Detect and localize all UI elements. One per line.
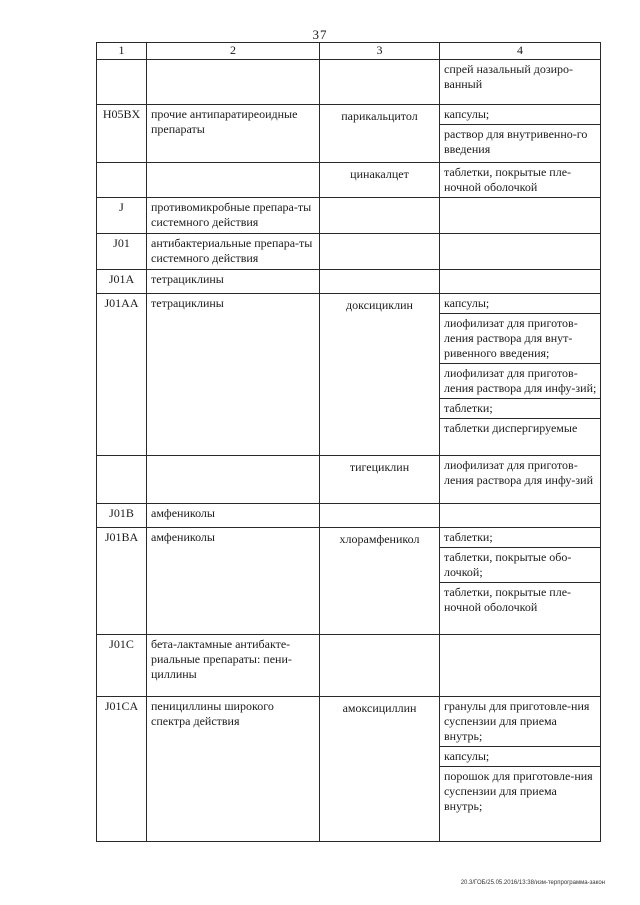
atc-code-cell: J01AA xyxy=(97,294,147,456)
dosage-form: таблетки, покрытые обо-лочкой; xyxy=(440,547,600,582)
drug-group-cell: тетрациклины xyxy=(147,270,320,294)
dosage-forms-cell xyxy=(440,234,601,270)
page-number: 37 xyxy=(312,27,328,42)
substance-cell: парикальцитол xyxy=(320,105,440,163)
substance-cell xyxy=(320,198,440,234)
header-col-3: 3 xyxy=(320,43,440,60)
dosage-form: таблетки диспергируемые xyxy=(440,418,600,438)
dosage-form: порошок для приготовле-ния суспензии для приема внутрь; xyxy=(440,766,600,816)
atc-code-cell xyxy=(97,163,147,198)
substance-cell: хлорамфеникол xyxy=(320,528,440,635)
atc-code-cell: J01A xyxy=(97,270,147,294)
drug-group-cell xyxy=(147,163,320,198)
atc-code-cell: J01B xyxy=(97,504,147,528)
dosage-form: лиофилизат для приготов-ления раствора для внут-ривенного введения; xyxy=(440,313,600,363)
table-header-row xyxy=(97,43,601,60)
table-row xyxy=(97,528,601,635)
dosage-forms-cell xyxy=(440,456,601,504)
substance-cell xyxy=(320,504,440,528)
dosage-form: таблетки; xyxy=(444,530,493,544)
atc-code-cell: J01 xyxy=(97,234,147,270)
dosage-form: капсулы; xyxy=(440,746,600,766)
dosage-form: раствор для внутривенно-го введения xyxy=(440,124,600,159)
header-col-2: 2 xyxy=(147,43,320,60)
atc-code-cell xyxy=(97,456,147,504)
table-row xyxy=(97,105,601,163)
table-row xyxy=(97,456,601,504)
dosage-forms-cell xyxy=(440,105,601,163)
dosage-form: спрей назальный дозиро-ванный xyxy=(444,62,574,91)
dosage-form: гранулы для приготовле-ния суспензии для приема внутрь; xyxy=(444,699,590,743)
drug-group-cell: противомикробные препара-ты системного действия xyxy=(147,198,320,234)
drug-group-cell: антибактериальные препара-ты системного действия xyxy=(147,234,320,270)
drug-group-cell: прочие антипаратиреоидные препараты xyxy=(147,105,320,163)
atc-code-cell: J01BA xyxy=(97,528,147,635)
atc-code-cell xyxy=(97,60,147,105)
table-row xyxy=(97,294,601,456)
dosage-form: таблетки; xyxy=(440,398,600,418)
atc-code-cell: J01C xyxy=(97,635,147,697)
drug-group-cell: амфениколы xyxy=(147,528,320,635)
dosage-forms-cell xyxy=(440,198,601,234)
table-row xyxy=(97,198,601,234)
drug-group-cell xyxy=(147,456,320,504)
dosage-form: капсулы; xyxy=(444,107,490,121)
atc-code-cell: J01CA xyxy=(97,697,147,842)
table-row xyxy=(97,60,601,105)
drug-table xyxy=(96,42,601,842)
dosage-form: таблетки, покрытые пле-ночной оболочкой xyxy=(444,165,572,194)
dosage-forms-cell xyxy=(440,60,601,105)
substance-cell xyxy=(320,234,440,270)
drug-group-cell: бета-лактамные антибакте-риальные препараты: пени-циллины xyxy=(147,635,320,697)
header-col-4: 4 xyxy=(440,43,601,60)
substance-cell xyxy=(320,60,440,105)
table-row xyxy=(97,163,601,198)
dosage-form: таблетки, покрытые пле-ночной оболочкой xyxy=(440,582,600,617)
substance-cell xyxy=(320,635,440,697)
substance-cell xyxy=(320,270,440,294)
footer-note: 20.3/ГОБ/25.05.2016/13:38/изм-терпрограмма-закон xyxy=(460,880,605,886)
table-row xyxy=(97,697,601,842)
dosage-forms-cell xyxy=(440,697,601,842)
table-row xyxy=(97,504,601,528)
drug-group-cell: пенициллины широкого спектра действия xyxy=(147,697,320,842)
dosage-form: капсулы; xyxy=(444,296,490,310)
atc-code-cell: H05BX xyxy=(97,105,147,163)
dosage-forms-cell xyxy=(440,163,601,198)
table-row xyxy=(97,234,601,270)
substance-cell: доксициклин xyxy=(320,294,440,456)
dosage-forms-cell xyxy=(440,294,601,456)
header-col-1: 1 xyxy=(97,43,147,60)
substance-cell: цинакалцет xyxy=(320,163,440,198)
dosage-forms-cell xyxy=(440,528,601,635)
drug-group-cell: тетрациклины xyxy=(147,294,320,456)
atc-code-cell: J xyxy=(97,198,147,234)
dosage-form: лиофилизат для приготов-ления раствора для инфу-зий xyxy=(444,458,593,487)
table-row xyxy=(97,270,601,294)
dosage-form: лиофилизат для приготов-ления раствора для инфу-зий; xyxy=(440,363,600,398)
drug-group-cell: амфениколы xyxy=(147,504,320,528)
dosage-forms-cell xyxy=(440,504,601,528)
dosage-forms-cell xyxy=(440,270,601,294)
substance-cell: тигециклин xyxy=(320,456,440,504)
substance-cell: амоксициллин xyxy=(320,697,440,842)
table-row xyxy=(97,635,601,697)
drug-group-cell xyxy=(147,60,320,105)
dosage-forms-cell xyxy=(440,635,601,697)
